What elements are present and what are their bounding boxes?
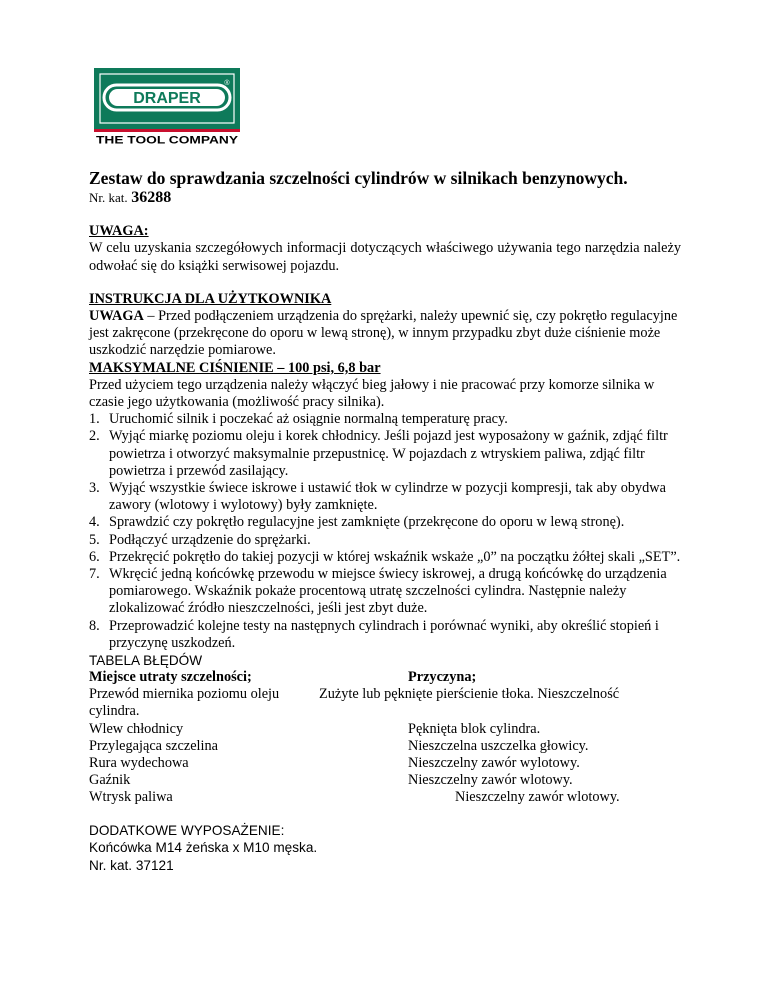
step-number: 7. <box>89 566 100 583</box>
logo-brand: DRAPER <box>133 90 201 107</box>
faults-place: Rura wydechowa <box>89 755 189 772</box>
max-pressure: MAKSYMALNE CIŚNIENIE – 100 psi, 6,8 bar <box>89 359 381 376</box>
faults-last-row <box>89 789 681 806</box>
step-text: Wkręcić jedną końcówkę przewodu w miejsce świecy iskrowej, a drugą końcówkę do urządzenia pomiarowego. Wskaźnik pokaże procentową utratę szczelności cylindra. Następnie należy zlokalizować źródło nieszczelności, jeśli jest zbyt duże. <box>109 566 667 617</box>
document-body <box>89 168 681 874</box>
step-number: 1. <box>89 411 100 428</box>
warning-paragraph <box>89 308 681 360</box>
faults-place: cylindra. <box>89 703 140 720</box>
faults-place: Wtrysk paliwa <box>89 789 173 806</box>
logo-registered: ® <box>224 80 230 87</box>
warning-label: UWAGA <box>89 308 144 325</box>
step-text: Uruchomić silnik i poczekać aż osiągnie normalną temperaturę pracy. <box>109 411 508 428</box>
faults-cause: Pęknięta blok cylindra. <box>408 721 541 738</box>
faults-table <box>89 669 681 789</box>
step-number: 6. <box>89 548 100 565</box>
steps-list <box>89 411 681 652</box>
catalog-line <box>89 189 681 207</box>
faults-cause: Nieszczelna uszczelka głowicy. <box>408 738 589 755</box>
faults-cause: Nieszczelny zawór wlotowy. <box>408 772 573 789</box>
step-item <box>89 428 681 480</box>
instructions-heading: INSTRUKCJA DLA UŻYTKOWNIKA <box>89 290 332 307</box>
faults-place: Przewód miernika poziomu oleju <box>89 686 280 703</box>
faults-place: Gaźnik <box>89 772 131 789</box>
step-item <box>89 532 681 549</box>
draper-logo <box>94 68 240 147</box>
step-text: Podłączyć urządzenie do sprężarki. <box>109 531 311 548</box>
faults-col-place: Miejsce utraty szczelności; <box>89 669 252 686</box>
warning-text: – Przed podłączeniem urządzenia do sprężarki, należy upewnić się, czy pokrętło regulacyjne jest zakręcone (przekręcone do oporu w lewą stronę), w innym przypadku zbyt duże ciśnienie może uszkodzić narzędzie pomiarowe. <box>89 308 678 359</box>
notice-text: W celu uzyskania szczegółowych informacji dotyczących właściwego używania tego narzędzia należy odwołać się do książki serwisowej pojazdu. <box>89 240 681 274</box>
instructions-intro: Przed użyciem tego urządzenia należy włączyć bieg jałowy i nie pracować przy komorze silnika w czasie jego użytkowania (możliwość pracy silnika). <box>89 376 655 411</box>
faults-cause: Nieszczelny zawór wlotowy. <box>455 789 620 806</box>
step-number: 3. <box>89 480 100 497</box>
logo-tagline: THE TOOL COMPANY <box>96 134 239 147</box>
step-text: Sprawdzić czy pokrętło regulacyjne jest zamknięte (przekręcone do oporu w lewą stronę). <box>109 514 625 531</box>
catalog-number: 36288 <box>131 189 172 206</box>
step-text: Przeprowadzić kolejne testy na następnych cylindrach i porównać wyniki, aby określić stopień i przyczynę uszkodzeń. <box>109 617 659 651</box>
faults-place: Wlew chłodnicy <box>89 721 184 738</box>
faults-cause: Zużyte lub pęknięte pierścienie tłoka. Nieszczelność <box>319 686 620 703</box>
step-text: Wyjąć miarkę poziomu oleju i korek chłodnicy. Jeśli pojazd jest wyposażony w gaźnik, zdjąć filtr powietrza i otworzyć maksymalnie przepustnicę. W pojazdach z wtryskiem paliwa, zdjąć filtr powietrza i przewód zasilający. <box>109 428 668 479</box>
document-title: Zestaw do sprawdzania szczelności cylindrów w silnikach benzynowych. <box>89 168 628 188</box>
step-item <box>89 514 681 531</box>
step-text: Przekręcić pokrętło do takiej pozycji w której wskaźnik wskaże „0” na początku żółtej skali „SET”. <box>109 548 681 565</box>
accessories-heading: DODATKOWE WYPOSAŻENIE: <box>89 823 285 839</box>
step-number: 4. <box>89 514 100 531</box>
accessories-catalog: Nr. kat. 37121 <box>89 857 174 873</box>
step-item <box>89 566 681 618</box>
catalog-label: Nr. kat. <box>89 190 128 205</box>
step-number: 2. <box>89 428 100 445</box>
step-text: Wyjąć wszystkie świece iskrowe i ustawić tłok w cylindrze w pozycji kompresji, tak aby obydwa zawory (wlotowy i wylotowy) były zamknięte. <box>109 480 666 514</box>
step-number: 5. <box>89 531 100 548</box>
faults-cause: Nieszczelny zawór wylotowy. <box>408 755 580 772</box>
step-item <box>89 411 681 428</box>
step-item <box>89 618 681 652</box>
accessories-item: Końcówka M14 żeńska x M10 męska. <box>89 840 318 856</box>
faults-col-cause: Przyczyna; <box>408 669 477 686</box>
faults-heading: TABELA BŁĘDÓW <box>89 653 203 669</box>
notice-heading: UWAGA: <box>89 223 149 240</box>
step-number: 8. <box>89 617 100 634</box>
faults-place: Przylegająca szczelina <box>89 738 218 755</box>
step-item <box>89 480 681 514</box>
step-item <box>89 549 681 566</box>
